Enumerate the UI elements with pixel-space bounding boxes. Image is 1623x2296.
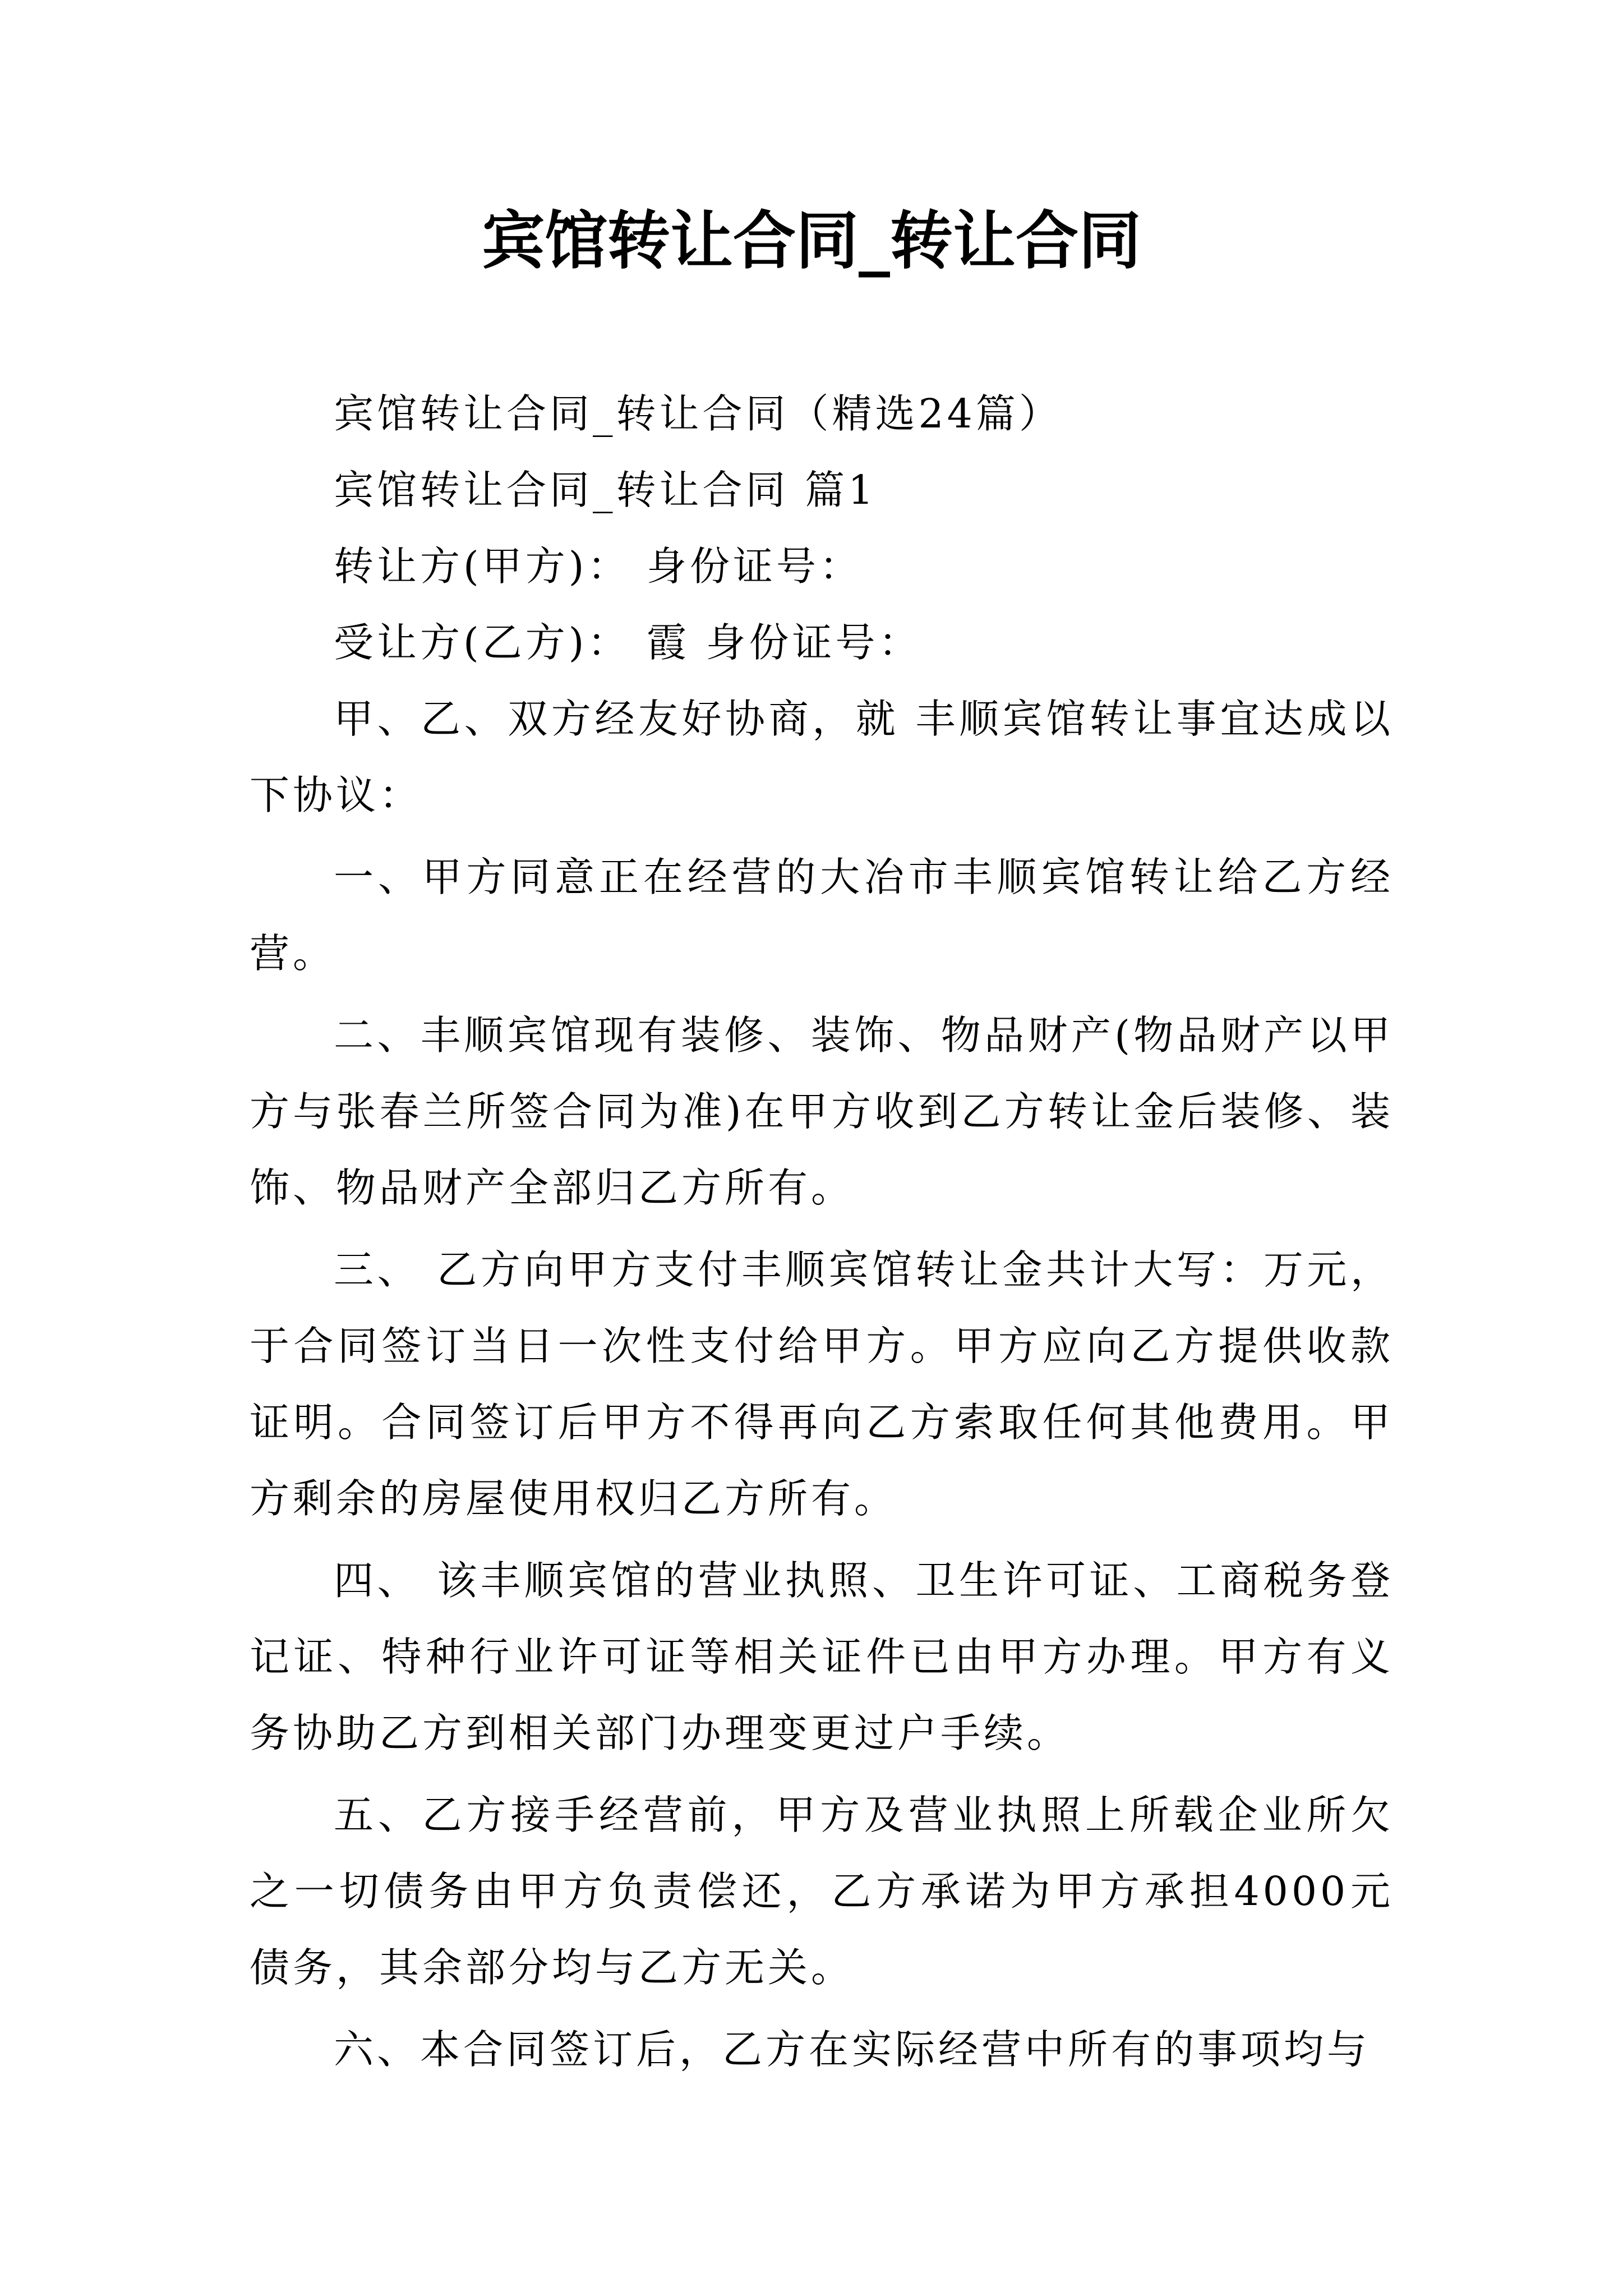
paragraph-party-a: 转让方(甲方)： 身份证号： xyxy=(334,543,863,590)
paragraph-section-heading: 宾馆转让合同_转让合同 篇1 xyxy=(334,467,877,513)
paragraph-clause-2: 二、丰顺宾馆现有装修、装饰、物品财产(物品财产以甲方与张春兰所签合同为准)在甲方收到乙方转让金后装修、装饰、物品财产全部归乙方所有。 xyxy=(250,1012,1394,1211)
paragraph-clause-1: 一、甲方同意正在经营的大冶市丰顺宾馆转让给乙方经营。 xyxy=(250,854,1394,977)
paragraph-clause-3: 三、 乙方向甲方支付丰顺宾馆转让金共计大写：万元，于合同签订当日一次性支付给甲方。甲方应向乙方提供收款证明。合同签订后甲方不得再向乙方索取任何其他费用。甲方剩余的房屋使用权归乙方所有。 xyxy=(250,1246,1394,1522)
document-body xyxy=(250,376,1394,2088)
paragraph-clause-6: 六、本合同签订后，乙方在实际经营中所有的事项均与 xyxy=(334,2026,1371,2073)
paragraph-clause-5: 五、乙方接手经营前，甲方及营业执照上所载企业所欠之一切债务由甲方负责偿还，乙方承诺为甲方承担4000元债务，其余部分均与乙方无关。 xyxy=(250,1792,1394,1991)
paragraph-subtitle: 宾馆转让合同_转让合同（精选24篇） xyxy=(334,390,1062,437)
paragraph-clause-4: 四、 该丰顺宾馆的营业执照、卫生许可证、工商税务登记证、特种行业许可证等相关证件已由甲方办理。甲方有义务协助乙方到相关部门办理变更过户手续。 xyxy=(250,1557,1394,1756)
paragraph-party-b: 受让方(乙方)： 霞 身份证号： xyxy=(334,619,922,666)
paragraph-preamble: 甲、乙、双方经友好协商，就 丰顺宾馆转让事宜达成以下协议： xyxy=(250,696,1394,818)
document-title: 宾馆转让合同_转让合同 xyxy=(482,204,1141,278)
